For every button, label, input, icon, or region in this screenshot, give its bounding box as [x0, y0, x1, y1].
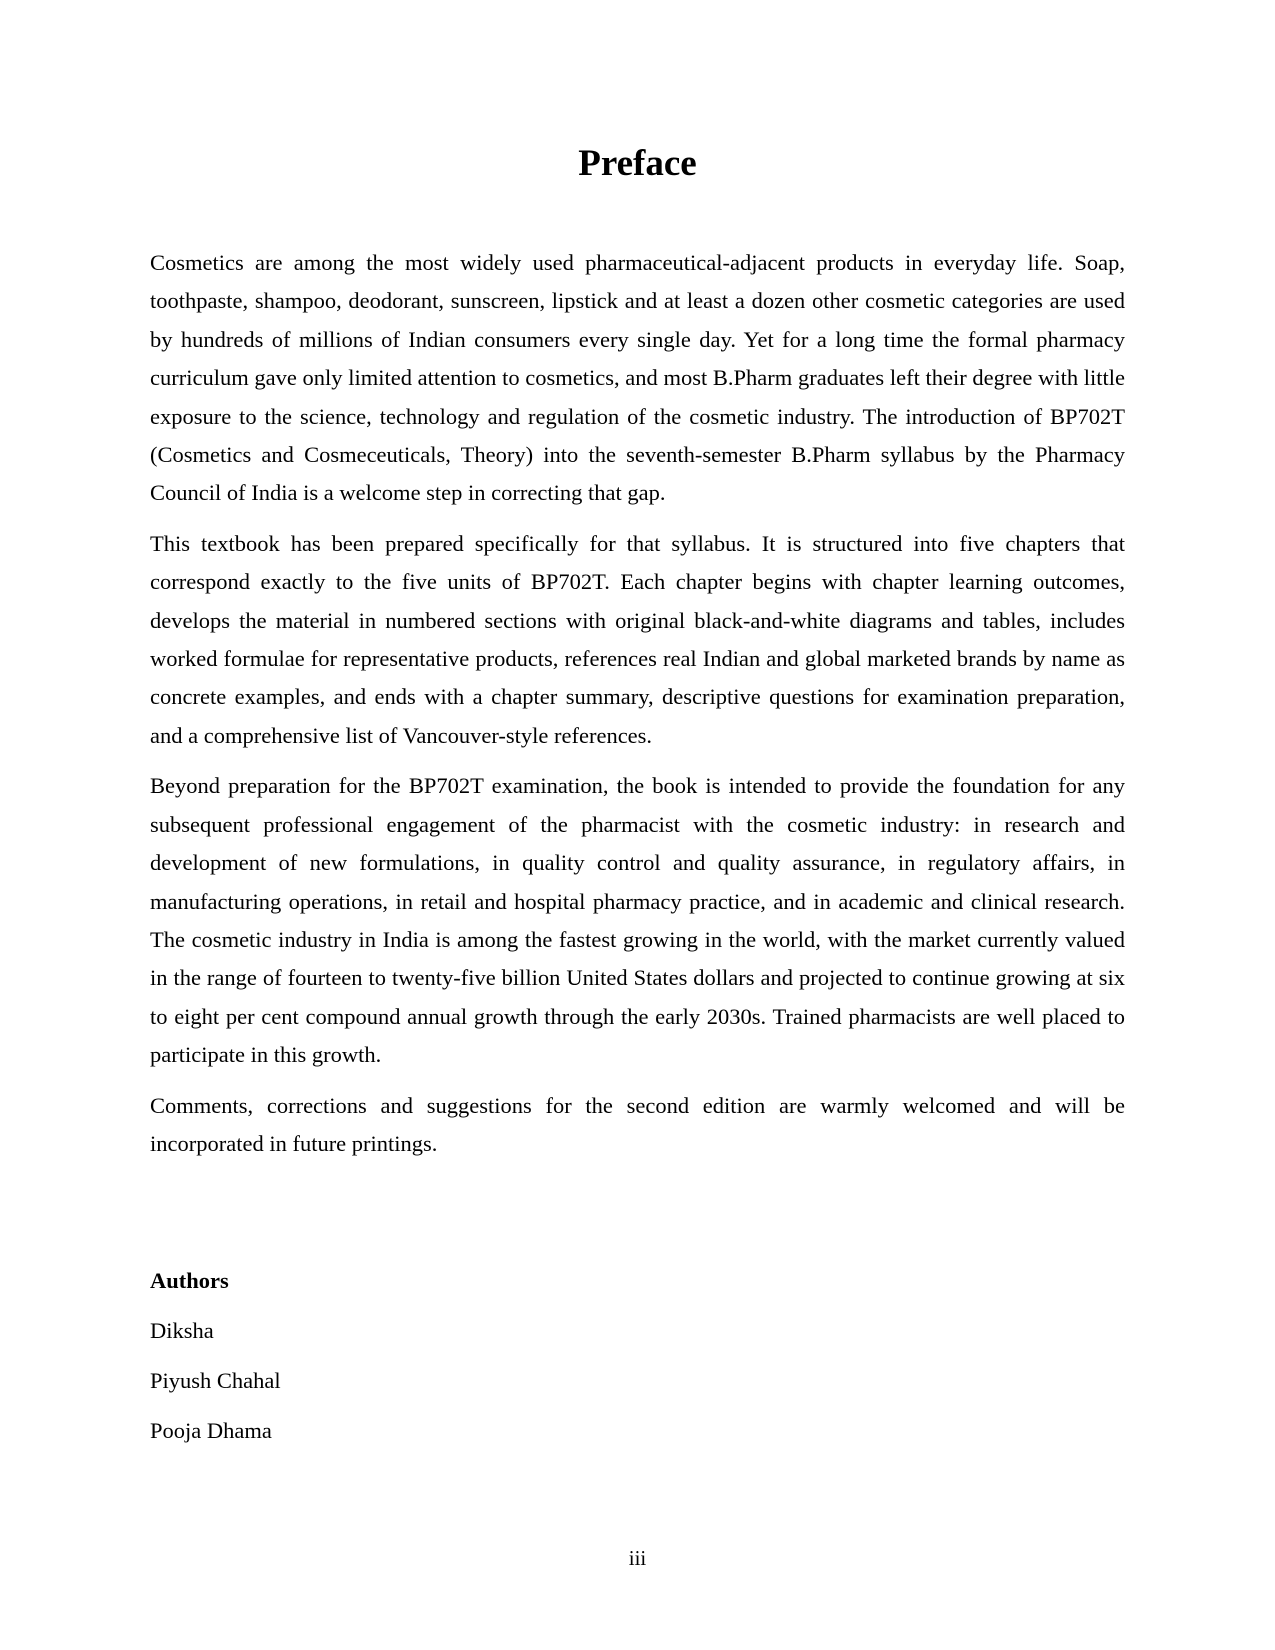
- author-name: Pooja Dhama: [150, 1418, 272, 1443]
- author-name: Piyush Chahal: [150, 1368, 281, 1393]
- authors-heading: Authors: [150, 1268, 229, 1293]
- paragraph-feedback: Comments, corrections and suggestions for the second edition are warmly welcomed and will be incorporated in future printings.: [150, 1092, 1125, 1156]
- page-number: iii: [628, 1546, 647, 1570]
- page-title: Preface: [578, 143, 697, 184]
- preface-body: [150, 244, 1125, 1175]
- author-name: Diksha: [150, 1318, 214, 1343]
- paragraph-purpose: Beyond preparation for the BP702T examination, the book is intended to provide the foundation for any subsequent professional engagement of the pharmacist with the cosmetic industry: in research and development of new formulations, in quality control and quality assurance, in regulatory affairs, in manufacturing operations, in retail and hospital pharmacy practice, and in academic and clinical research. The cosmetic industry in India is among the fastest growing in the world, with the market currently valued in the range of fourteen to twenty-five billion United States dollars and projected to continue growing at six to eight per cent compound annual growth through the early 2030s. Trained pharmacists are well placed to participate in this growth.: [150, 773, 1125, 1068]
- paragraph-structure: This textbook has been prepared specifically for that syllabus. It is structured into five chapters that correspond exactly to the five units of BP702T. Each chapter begins with chapter learning outcomes, develops the material in numbered sections with original black-and-white diagrams and tables, includes worked formulae for representative products, references real Indian and global marketed brands by name as concrete examples, and ends with a chapter summary, descriptive questions for examination preparation, and a comprehensive list of Vancouver-style references.: [150, 530, 1125, 748]
- authors-section: [150, 1266, 750, 1466]
- paragraph-intro: Cosmetics are among the most widely used pharmaceutical-adjacent products in everyday life. Soap, toothpaste, shampoo, deodorant, sunscreen, lipstick and at least a dozen other cosmetic categories are used by hundreds of millions of Indian consumers every single day. Yet for a long time the formal pharmacy curriculum gave only limited attention to cosmetics, and most B.Pharm graduates left their degree with little exposure to the science, technology and regulation of the cosmetic industry. The introduction of BP702T (Cosmetics and Cosmeceuticals, Theory) into the seventh-semester B.Pharm syllabus by the Pharmacy Council of India is a welcome step in correcting that gap.: [150, 250, 1125, 506]
